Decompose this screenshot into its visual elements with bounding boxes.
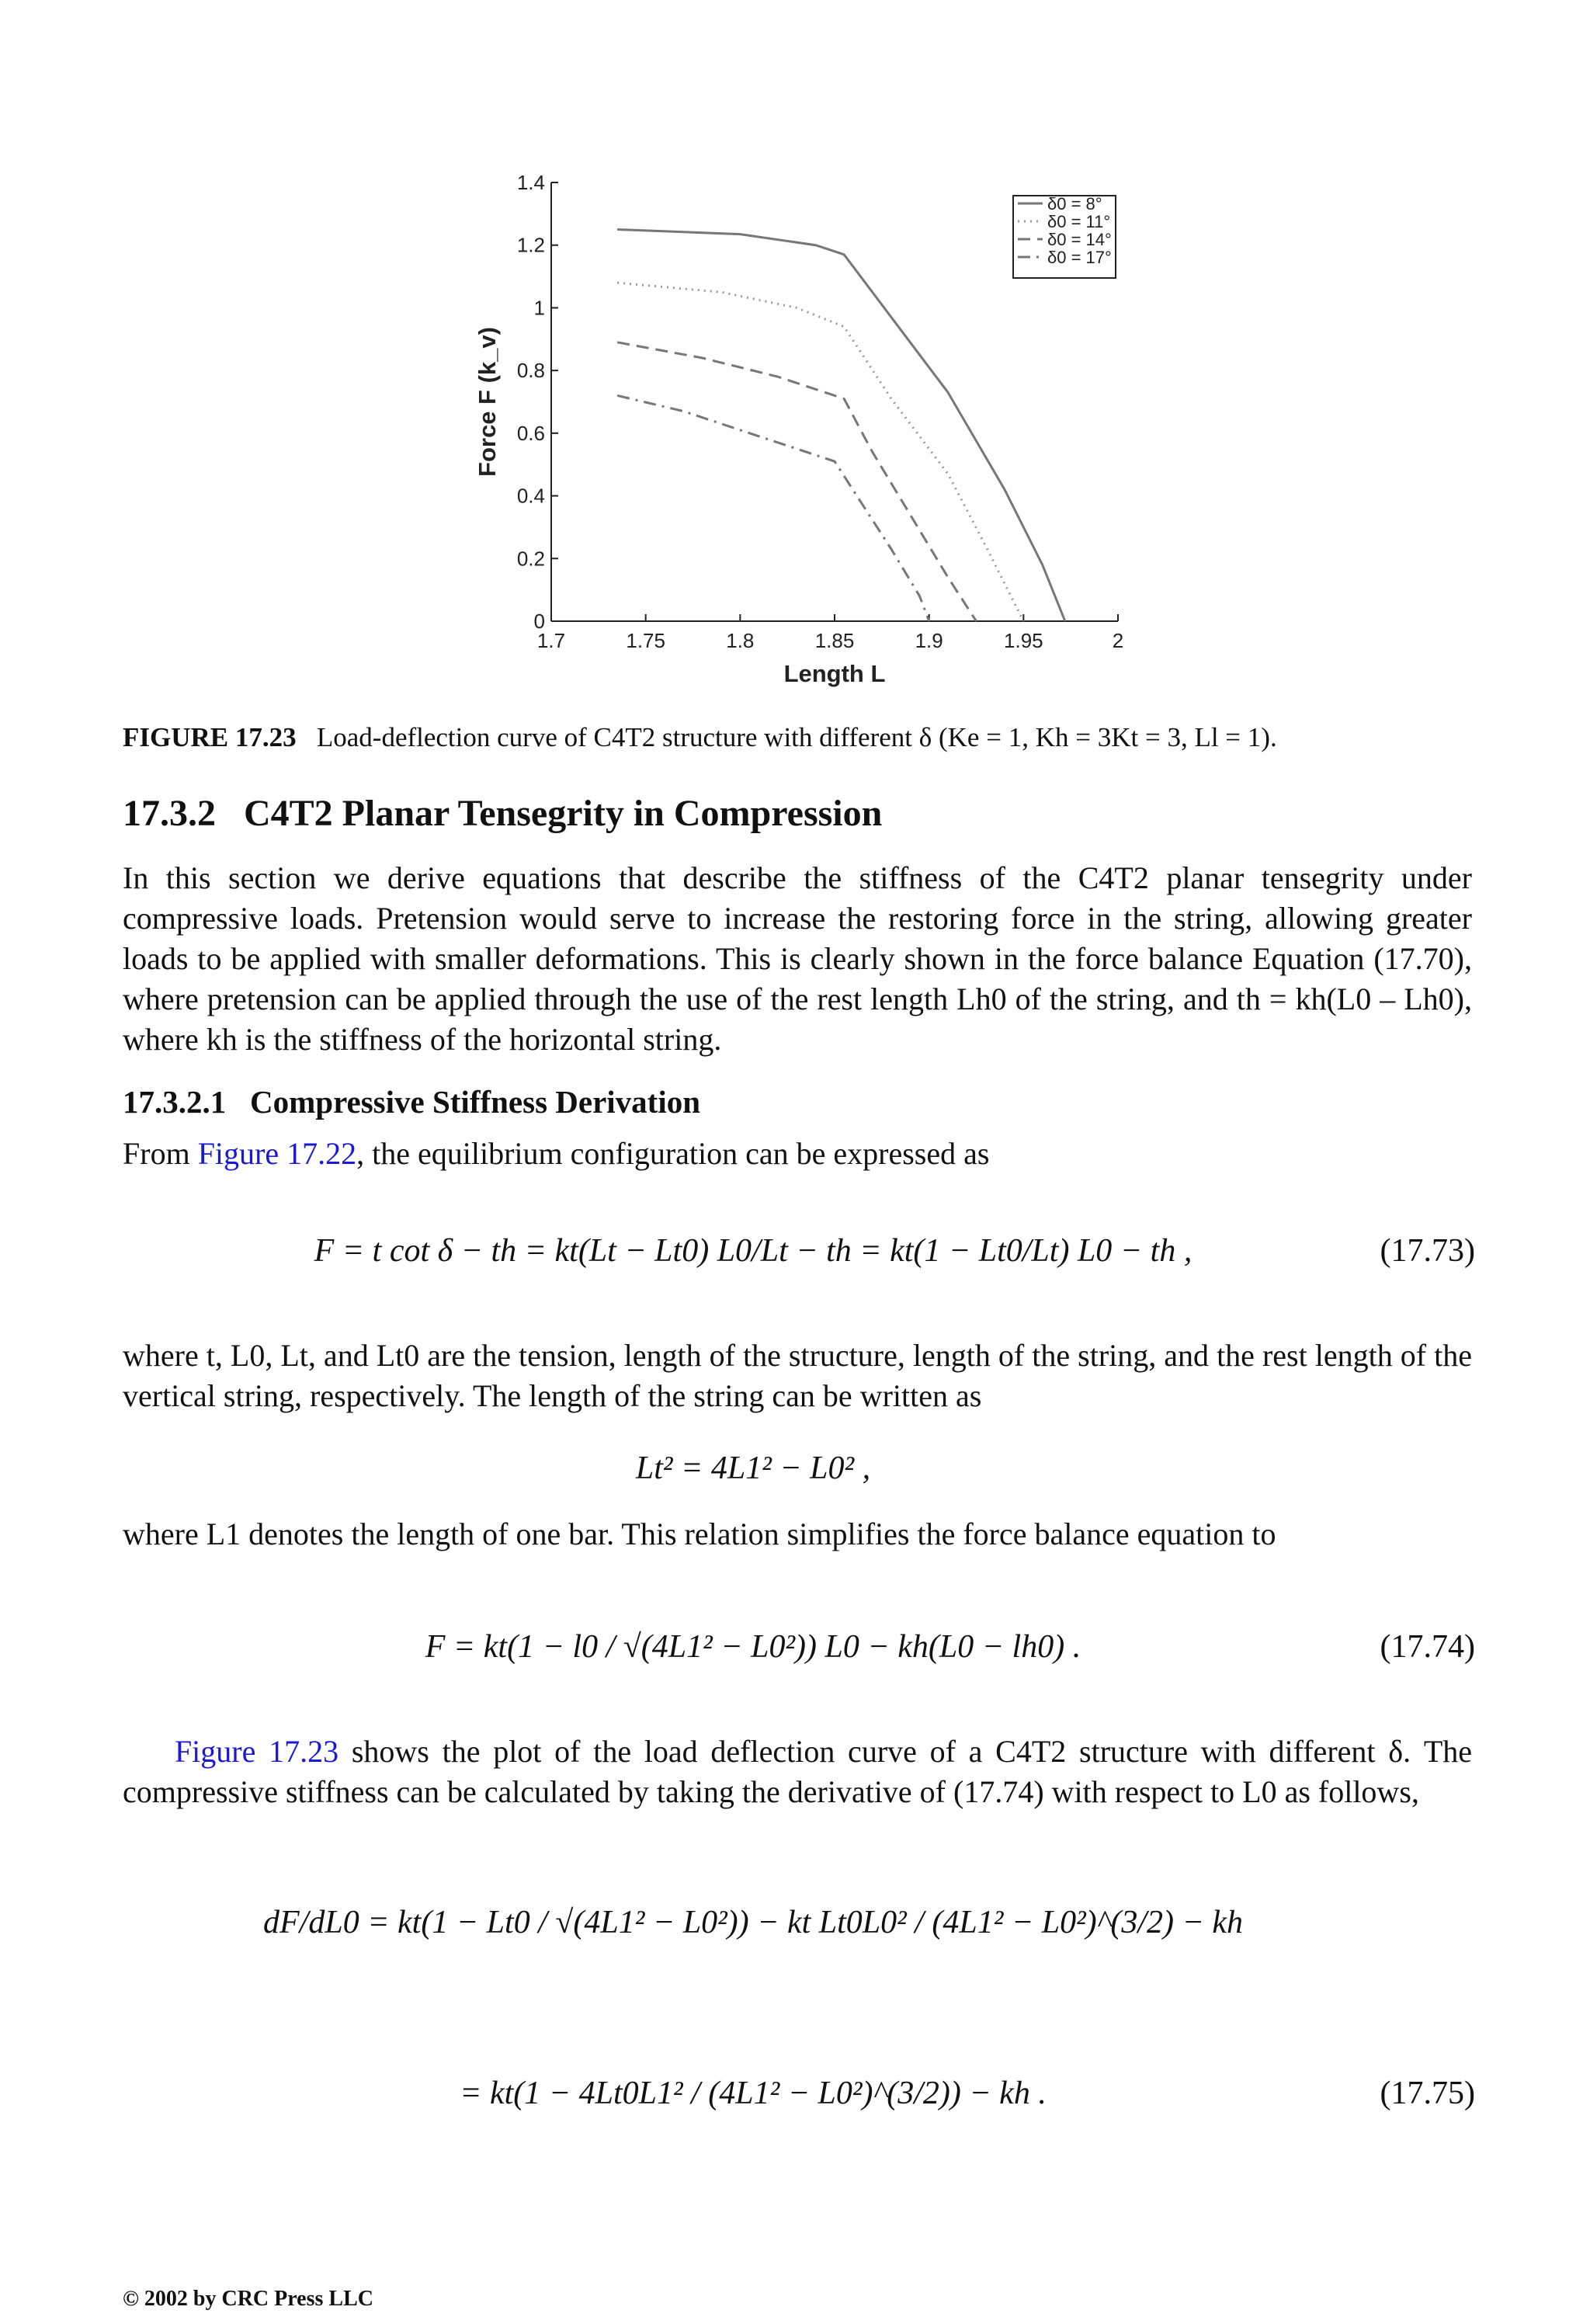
y-tick-label: 0.2 <box>516 547 545 571</box>
y-tick-label: 0.8 <box>516 359 545 383</box>
paragraph-definitions: where t, L0, Lt, and Lt0 are the tension, length of the structure, length of the string, and the rest length of the vertical string, respectively. The length of the string can be written as <box>123 1338 1472 1413</box>
figure-17-23-link[interactable]: Figure 17.23 <box>174 1734 339 1769</box>
x-axis-label: Length L <box>783 660 886 687</box>
subsection-heading <box>123 1083 700 1120</box>
equation-17-74 <box>202 1603 1475 1697</box>
equation-body: Lt² = 4L1² − L0² , <box>635 1450 871 1486</box>
copyright-footer: © 2002 by CRC Press LLC <box>123 2287 373 2311</box>
equation-17-73 <box>202 1207 1475 1301</box>
equation-body: = kt(1 − 4Lt0L1² / (4L1² − L0²)^(3/2)) − kh . <box>460 2076 1047 2111</box>
x-tick-label: 1.85 <box>814 629 855 652</box>
section-heading <box>123 792 882 835</box>
equation-body: F = t cot δ − th = kt(Lt − Lt0) L0/Lt − th = kt(1 − Lt0/Lt) L0 − th , <box>314 1233 1192 1269</box>
legend-entry: δ0 = 17° <box>1047 248 1112 267</box>
x-tick-label: 2 <box>1112 629 1124 652</box>
series-line-1 <box>617 230 1065 621</box>
y-tick-label: 0 <box>533 610 545 633</box>
paragraph-text: , the equilibrium configuration can be expressed as <box>356 1136 990 1171</box>
y-tick-label: 0.6 <box>516 421 545 445</box>
x-tick-label: 1.75 <box>626 629 665 652</box>
equation-17-75 <box>202 2050 1475 2143</box>
figure-17-22-link[interactable]: Figure 17.22 <box>197 1136 357 1171</box>
y-tick-label: 0.4 <box>516 484 545 508</box>
paragraph-intro: In this section we derive equations that describe the stiffness of the C4T2 planar tensegrity under compressive loads. Pretension would serve to increase the restoring force in the string, allowing greater loads to be applied with smaller deformations. This is clearly shown in the force balance Equation (17.70), where pretension can be applied through the use of the rest length Lh0 of the string, and th = kh(L0 – Lh0), where kh is the stiffness of the horizontal string. <box>123 860 1472 1057</box>
x-tick-label: 1.95 <box>1004 629 1043 652</box>
y-axis-label: Force F (k_v) <box>474 327 501 477</box>
equation-derivative <box>202 1879 1475 1972</box>
load-deflection-chart <box>435 155 1149 699</box>
legend-entry: δ0 = 11° <box>1047 212 1111 231</box>
subsection-number: 17.3.2.1 <box>123 1084 227 1120</box>
x-tick-label: 1.9 <box>915 629 943 652</box>
section-number: 17.3.2 <box>123 793 216 834</box>
legend-entry: δ0 = 14° <box>1047 230 1112 249</box>
figure-caption-text: Load-deflection curve of C4T2 structure with different δ (Ke = 1, Kh = 3Kt = 3, Ll = 1). <box>316 722 1277 752</box>
equation-body: F = kt(1 − l0 / √(4L1² − L0²)) L0 − kh(L0 − lh0) . <box>425 1629 1081 1665</box>
section-title: C4T2 Planar Tensegrity in Compression <box>244 793 883 834</box>
series-line-4 <box>617 395 929 621</box>
paragraph-equilibrium <box>123 1134 1472 1174</box>
chart-plot-area <box>474 171 1123 687</box>
equation-string-length <box>202 1425 1475 1518</box>
y-tick-label: 1 <box>533 296 545 320</box>
figure-caption <box>123 722 1277 753</box>
series-line-3 <box>617 342 976 621</box>
figure-label: FIGURE 17.23 <box>123 722 297 752</box>
paragraph-text: From <box>123 1136 198 1171</box>
equation-number: (17.74) <box>1380 1629 1475 1665</box>
subsection-title: Compressive Stiffness Derivation <box>250 1084 701 1120</box>
y-tick-label: 1.2 <box>516 233 545 257</box>
equation-body: dF/dL0 = kt(1 − Lt0 / √(4L1² − L0²)) − kt Lt0L0² / (4L1² − L0²)^(3/2) − kh <box>263 1905 1243 1940</box>
paragraph-text: shows the plot of the load deflection curve of a C4T2 structure with different δ. The compressive stiffness can be calculated by taking the derivative of (17.74) with respect to L0 as follows, <box>123 1734 1473 1809</box>
x-tick-label: 1.7 <box>536 629 566 652</box>
x-tick-label: 1.8 <box>726 629 755 652</box>
y-tick-label: 1.4 <box>516 171 545 194</box>
equation-number: (17.73) <box>1380 1233 1475 1269</box>
equation-number: (17.75) <box>1380 2076 1475 2111</box>
paragraph-bar-length: where L1 denotes the length of one bar. This relation simplifies the force balance equation to <box>123 1516 1276 1551</box>
paragraph-plot-description <box>123 1732 1472 1812</box>
legend-entry: δ0 = 8° <box>1047 194 1102 214</box>
series-line-2 <box>617 283 1023 621</box>
